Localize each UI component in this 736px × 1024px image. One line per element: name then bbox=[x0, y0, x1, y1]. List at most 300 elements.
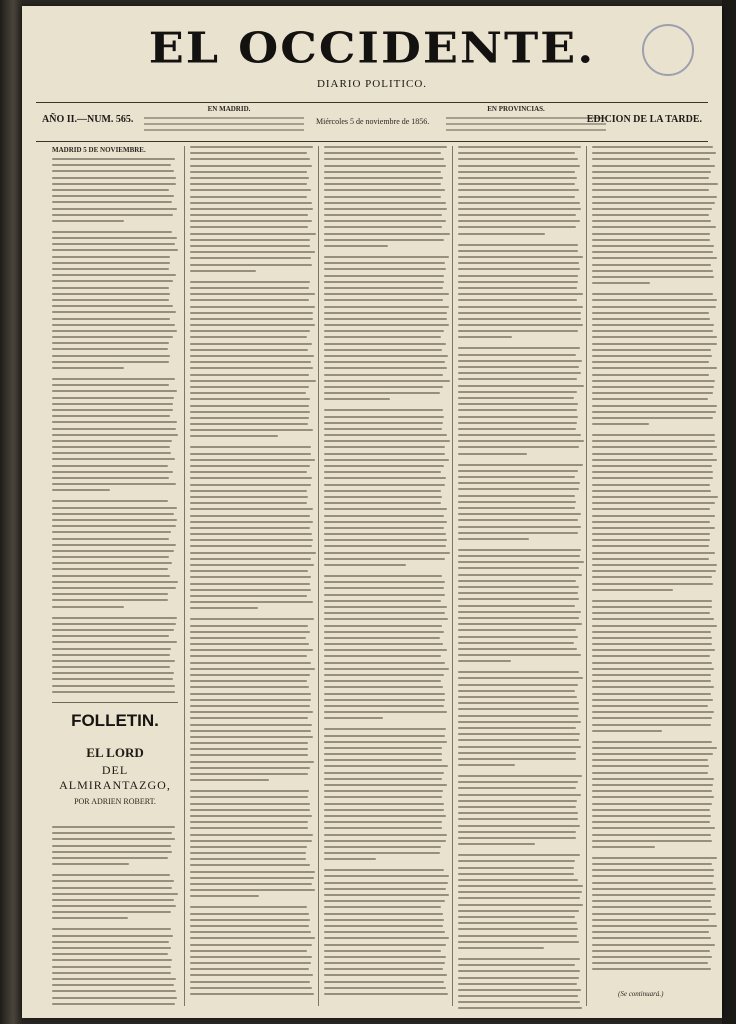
illegible-text-line bbox=[592, 711, 714, 713]
illegible-text-line bbox=[52, 483, 176, 485]
text-column-4 bbox=[458, 146, 584, 1014]
illegible-text-line bbox=[190, 471, 307, 473]
illegible-text-line bbox=[592, 398, 708, 400]
illegible-text-line bbox=[52, 164, 171, 166]
illegible-text-line bbox=[324, 349, 442, 351]
illegible-text-line bbox=[190, 748, 308, 750]
illegible-text-line bbox=[324, 374, 443, 376]
illegible-text-line bbox=[52, 355, 170, 357]
illegible-text-line bbox=[458, 336, 512, 338]
illegible-text-line bbox=[190, 515, 310, 517]
illegible-text-line bbox=[458, 244, 578, 246]
illegible-text-line bbox=[52, 452, 171, 454]
illegible-text-line bbox=[324, 631, 444, 633]
illegible-text-line bbox=[190, 496, 308, 498]
illegible-text-line bbox=[190, 226, 308, 228]
illegible-text-line bbox=[458, 287, 577, 289]
illegible-text-line bbox=[324, 956, 446, 958]
illegible-text-line bbox=[190, 521, 313, 523]
illegible-text-line bbox=[324, 765, 448, 767]
illegible-text-line bbox=[458, 837, 576, 839]
illegible-text-line bbox=[52, 959, 172, 961]
illegible-text-line bbox=[458, 947, 544, 949]
illegible-text-line bbox=[52, 249, 178, 251]
illegible-text-line bbox=[52, 513, 174, 515]
illegible-text-line bbox=[324, 699, 445, 701]
illegible-text-line bbox=[190, 152, 307, 154]
illegible-text-line bbox=[324, 894, 449, 896]
illegible-text-line bbox=[190, 374, 309, 376]
illegible-text-line bbox=[190, 490, 307, 492]
illegible-text-line bbox=[190, 564, 314, 566]
illegible-text-line bbox=[592, 570, 716, 572]
illegible-text-line bbox=[190, 717, 308, 719]
illegible-text-line bbox=[324, 655, 441, 657]
illegible-text-line bbox=[458, 268, 580, 270]
illegible-text-line bbox=[458, 648, 577, 650]
illegible-text-line bbox=[190, 233, 316, 235]
illegible-text-line bbox=[190, 968, 309, 970]
illegible-text-line bbox=[190, 171, 307, 173]
illegible-text-line bbox=[190, 846, 307, 848]
illegible-text-line bbox=[324, 275, 444, 277]
issue-date: Miércoles 5 de noviembre de 1856. bbox=[316, 117, 430, 126]
illegible-text-line bbox=[190, 318, 313, 320]
illegible-text-line bbox=[458, 567, 579, 569]
illegible-text-line bbox=[592, 257, 717, 259]
illegible-text-line bbox=[458, 891, 582, 893]
illegible-text-line bbox=[52, 262, 170, 264]
illegible-text-line bbox=[592, 177, 709, 179]
illegible-text-line bbox=[324, 974, 447, 976]
illegible-text-line bbox=[52, 832, 172, 834]
illegible-text-line bbox=[324, 355, 448, 357]
illegible-text-line bbox=[190, 158, 310, 160]
illegible-text-line bbox=[190, 809, 310, 811]
illegible-text-line bbox=[458, 183, 575, 185]
illegible-text-line bbox=[190, 459, 315, 461]
illegible-text-line bbox=[52, 984, 174, 986]
illegible-text-line bbox=[324, 398, 390, 400]
illegible-text-line bbox=[190, 724, 312, 726]
illegible-text-line bbox=[190, 883, 312, 885]
illegible-text-line bbox=[52, 208, 177, 210]
illegible-text-line bbox=[190, 834, 313, 836]
illegible-text-line bbox=[458, 1007, 582, 1009]
illegible-text-line bbox=[324, 490, 441, 492]
illegible-text-line bbox=[458, 702, 579, 704]
illegible-text-line bbox=[52, 880, 174, 882]
illegible-text-line bbox=[592, 625, 717, 627]
illegible-text-line bbox=[52, 544, 176, 546]
subscription-provinces-text bbox=[446, 117, 606, 119]
illegible-text-line bbox=[190, 367, 313, 369]
illegible-text-line bbox=[52, 617, 177, 619]
illegible-text-line bbox=[190, 189, 311, 191]
illegible-text-line bbox=[190, 607, 258, 609]
illegible-text-line bbox=[52, 336, 173, 338]
illegible-text-line bbox=[458, 995, 578, 997]
illegible-text-line bbox=[190, 871, 315, 873]
illegible-text-line bbox=[324, 686, 443, 688]
illegible-text-line bbox=[324, 416, 444, 418]
illegible-text-line bbox=[324, 484, 445, 486]
newspaper-subtitle: DIARIO POLITICO. bbox=[316, 78, 428, 90]
illegible-text-line bbox=[458, 970, 580, 972]
illegible-text-line bbox=[458, 831, 576, 833]
illegible-text-line bbox=[190, 993, 314, 995]
illegible-text-line bbox=[458, 636, 578, 638]
illegible-text-line bbox=[458, 806, 576, 808]
illegible-text-line bbox=[52, 678, 173, 680]
illegible-text-line bbox=[190, 919, 310, 921]
illegible-text-line bbox=[592, 539, 710, 541]
illegible-text-line bbox=[592, 759, 708, 761]
illegible-text-line bbox=[190, 502, 307, 504]
newspaper-title: EL OCCIDENTE. bbox=[148, 23, 596, 73]
illegible-text-line bbox=[52, 654, 170, 656]
illegible-text-line bbox=[458, 916, 575, 918]
illegible-text-line bbox=[592, 649, 715, 651]
illegible-text-line bbox=[52, 170, 174, 172]
illegible-text-line bbox=[52, 256, 170, 258]
illegible-text-line bbox=[52, 471, 173, 473]
illegible-text-line bbox=[592, 821, 710, 823]
illegible-text-line bbox=[592, 521, 710, 523]
illegible-text-line bbox=[458, 879, 578, 881]
illegible-text-line bbox=[592, 875, 714, 877]
illegible-text-line bbox=[458, 262, 579, 264]
illegible-text-line bbox=[592, 183, 718, 185]
illegible-text-line bbox=[324, 428, 442, 430]
illegible-text-line bbox=[190, 336, 307, 338]
illegible-text-line bbox=[190, 649, 313, 651]
illegible-text-line bbox=[458, 281, 578, 283]
folletin-title-line-2: DEL ALMIRANTAZGO, bbox=[59, 763, 171, 792]
illegible-text-line bbox=[592, 925, 717, 927]
illegible-text-line bbox=[592, 171, 711, 173]
illegible-text-line bbox=[324, 202, 446, 204]
illegible-text-line bbox=[592, 809, 710, 811]
illegible-text-line bbox=[324, 521, 447, 523]
illegible-text-line bbox=[458, 897, 580, 899]
illegible-text-line bbox=[592, 869, 714, 871]
illegible-text-line bbox=[592, 589, 673, 591]
illegible-text-line bbox=[324, 324, 449, 326]
illegible-text-line bbox=[324, 728, 446, 730]
illegible-text-line bbox=[592, 208, 712, 210]
illegible-text-line bbox=[52, 489, 110, 491]
illegible-text-line bbox=[592, 863, 712, 865]
illegible-text-line bbox=[324, 772, 444, 774]
illegible-text-line bbox=[592, 882, 713, 884]
illegible-text-line bbox=[190, 815, 312, 817]
illegible-text-line bbox=[324, 680, 441, 682]
illegible-text-line bbox=[324, 987, 446, 989]
illegible-text-line bbox=[190, 453, 311, 455]
illegible-text-line bbox=[592, 956, 712, 958]
subscription-madrid-text bbox=[144, 129, 304, 131]
illegible-text-line bbox=[324, 900, 445, 902]
illegible-text-line bbox=[190, 895, 259, 897]
illegible-text-line bbox=[52, 887, 172, 889]
illegible-text-line bbox=[458, 592, 578, 594]
illegible-text-line bbox=[52, 189, 169, 191]
illegible-text-line bbox=[458, 360, 582, 362]
illegible-text-line bbox=[592, 336, 717, 338]
illegible-text-line bbox=[592, 165, 715, 167]
illegible-text-line bbox=[458, 721, 581, 723]
illegible-text-line bbox=[458, 378, 577, 380]
illegible-text-line bbox=[52, 953, 168, 955]
illegible-text-line bbox=[324, 937, 449, 939]
illegible-text-line bbox=[52, 978, 176, 980]
illegible-text-line bbox=[324, 281, 444, 283]
illegible-text-line bbox=[190, 398, 310, 400]
illegible-text-line bbox=[458, 464, 583, 466]
illegible-text-line bbox=[190, 595, 307, 597]
illegible-text-line bbox=[324, 784, 447, 786]
illegible-text-line bbox=[592, 699, 713, 701]
illegible-text-line bbox=[592, 583, 713, 585]
illegible-text-line bbox=[458, 580, 576, 582]
illegible-text-line bbox=[190, 330, 310, 332]
illegible-text-line bbox=[190, 693, 311, 695]
illegible-text-line bbox=[190, 405, 309, 407]
illegible-text-line bbox=[592, 202, 715, 204]
illegible-text-line bbox=[324, 471, 441, 473]
column-rule bbox=[586, 146, 587, 1006]
illegible-text-line bbox=[592, 888, 716, 890]
illegible-text-line bbox=[592, 189, 709, 191]
illegible-text-line bbox=[324, 888, 446, 890]
illegible-text-line bbox=[592, 477, 713, 479]
issue-info-row bbox=[36, 102, 708, 142]
illegible-text-line bbox=[190, 435, 278, 437]
folletin-label: FOLLETIN. bbox=[71, 711, 159, 730]
illegible-text-line bbox=[592, 834, 711, 836]
illegible-text-line bbox=[592, 765, 709, 767]
illegible-text-line bbox=[592, 270, 713, 272]
illegible-text-line bbox=[52, 568, 168, 570]
illegible-text-line bbox=[458, 800, 577, 802]
illegible-text-line bbox=[52, 606, 124, 608]
illegible-text-line bbox=[190, 803, 310, 805]
illegible-text-line bbox=[324, 508, 447, 510]
illegible-text-line bbox=[458, 366, 579, 368]
illegible-text-line bbox=[190, 423, 308, 425]
illegible-text-line bbox=[190, 355, 314, 357]
illegible-text-line bbox=[458, 293, 583, 295]
illegible-text-line bbox=[592, 803, 712, 805]
illegible-text-line bbox=[52, 629, 174, 631]
illegible-text-line bbox=[458, 250, 578, 252]
illegible-text-line bbox=[458, 275, 578, 277]
illegible-text-line bbox=[190, 730, 311, 732]
illegible-text-line bbox=[458, 671, 579, 673]
illegible-text-line bbox=[324, 539, 447, 541]
illegible-text-line bbox=[458, 372, 581, 374]
illegible-text-line bbox=[592, 233, 710, 235]
illegible-text-line bbox=[324, 256, 449, 258]
illegible-text-line bbox=[52, 342, 169, 344]
illegible-text-line bbox=[190, 165, 312, 167]
illegible-text-line bbox=[52, 287, 169, 289]
illegible-text-line bbox=[190, 974, 313, 976]
illegible-text-line bbox=[324, 533, 446, 535]
illegible-text-line bbox=[592, 496, 718, 498]
illegible-text-line bbox=[458, 781, 578, 783]
illegible-text-line bbox=[458, 354, 576, 356]
illegible-text-line bbox=[190, 576, 311, 578]
illegible-text-line bbox=[324, 575, 442, 577]
illegible-text-line bbox=[190, 754, 308, 756]
illegible-text-line bbox=[458, 470, 578, 472]
illegible-text-line bbox=[592, 894, 715, 896]
illegible-text-line bbox=[190, 864, 310, 866]
illegible-text-line bbox=[324, 233, 450, 235]
illegible-text-line bbox=[324, 177, 443, 179]
illegible-text-line bbox=[190, 589, 311, 591]
illegible-text-line bbox=[190, 773, 308, 775]
illegible-text-line bbox=[458, 519, 578, 521]
illegible-text-line bbox=[592, 840, 712, 842]
illegible-text-line bbox=[458, 746, 581, 748]
illegible-text-line bbox=[458, 708, 579, 710]
illegible-text-line bbox=[458, 501, 576, 503]
illegible-text-line bbox=[592, 693, 711, 695]
illegible-text-line bbox=[458, 177, 577, 179]
illegible-text-line bbox=[592, 931, 709, 933]
illegible-text-line bbox=[592, 913, 716, 915]
illegible-text-line bbox=[458, 526, 581, 528]
illegible-text-line bbox=[190, 214, 308, 216]
illegible-text-line bbox=[592, 349, 711, 351]
illegible-text-line bbox=[190, 761, 314, 763]
illegible-text-line bbox=[458, 158, 578, 160]
illegible-text-line bbox=[592, 264, 711, 266]
illegible-text-line bbox=[190, 299, 309, 301]
illegible-text-line bbox=[324, 245, 388, 247]
illegible-text-line bbox=[190, 545, 312, 547]
illegible-text-line bbox=[324, 453, 445, 455]
illegible-text-line bbox=[190, 477, 312, 479]
illegible-text-line bbox=[52, 201, 172, 203]
illegible-text-line bbox=[592, 662, 712, 664]
illegible-text-line bbox=[592, 937, 711, 939]
illegible-text-line bbox=[324, 741, 447, 743]
illegible-text-line bbox=[592, 465, 712, 467]
illegible-text-line bbox=[458, 513, 581, 515]
illegible-text-line bbox=[190, 527, 310, 529]
illegible-text-line bbox=[458, 428, 576, 430]
illegible-text-line bbox=[324, 705, 444, 707]
illegible-text-line bbox=[324, 446, 445, 448]
illegible-text-line bbox=[324, 545, 446, 547]
illegible-text-line bbox=[52, 947, 171, 949]
illegible-text-line bbox=[458, 941, 579, 943]
illegible-text-line bbox=[458, 605, 575, 607]
illegible-text-line bbox=[458, 330, 578, 332]
illegible-text-line bbox=[324, 564, 406, 566]
illegible-text-line bbox=[190, 779, 269, 781]
illegible-text-line bbox=[592, 367, 717, 369]
illegible-text-line bbox=[190, 177, 309, 179]
illegible-text-line bbox=[324, 753, 442, 755]
illegible-text-line bbox=[324, 821, 442, 823]
illegible-text-line bbox=[458, 977, 579, 979]
illegible-text-line bbox=[52, 635, 169, 637]
folletin-divider bbox=[52, 702, 178, 703]
illegible-text-line bbox=[190, 944, 312, 946]
illegible-text-line bbox=[190, 533, 312, 535]
illegible-text-line bbox=[190, 220, 312, 222]
illegible-text-line bbox=[52, 446, 170, 448]
illegible-text-line bbox=[458, 611, 581, 613]
illegible-text-line bbox=[592, 686, 714, 688]
illegible-text-line bbox=[458, 696, 577, 698]
illegible-text-line bbox=[592, 293, 713, 295]
illegible-text-line bbox=[458, 727, 576, 729]
illegible-text-line bbox=[458, 214, 576, 216]
illegible-text-line bbox=[52, 587, 176, 589]
illegible-text-line bbox=[190, 245, 310, 247]
illegible-text-line bbox=[458, 202, 580, 204]
illegible-text-line bbox=[324, 625, 442, 627]
illegible-text-line bbox=[324, 919, 444, 921]
illegible-text-line bbox=[52, 268, 169, 270]
illegible-text-line bbox=[458, 623, 582, 625]
illegible-text-line bbox=[324, 171, 441, 173]
library-stamp-icon bbox=[642, 24, 694, 76]
illegible-text-line bbox=[52, 581, 178, 583]
illegible-text-line bbox=[592, 552, 715, 554]
illegible-text-line bbox=[458, 189, 579, 191]
illegible-text-line bbox=[458, 397, 574, 399]
illegible-text-line bbox=[592, 827, 715, 829]
illegible-text-line bbox=[190, 446, 311, 448]
illegible-text-line bbox=[458, 629, 576, 631]
illegible-text-line bbox=[592, 411, 716, 413]
illegible-text-line bbox=[190, 686, 309, 688]
illegible-text-line bbox=[324, 944, 446, 946]
illegible-text-line bbox=[52, 318, 170, 320]
illegible-text-line bbox=[190, 306, 315, 308]
illegible-text-line bbox=[592, 484, 710, 486]
illegible-text-line bbox=[324, 367, 447, 369]
illegible-text-line bbox=[592, 558, 709, 560]
subscription-madrid-text bbox=[144, 117, 304, 119]
illegible-text-line bbox=[324, 196, 441, 198]
illegible-text-line bbox=[190, 705, 310, 707]
illegible-text-line bbox=[52, 434, 178, 436]
illegible-text-line bbox=[458, 482, 580, 484]
illegible-text-line bbox=[592, 815, 711, 817]
illegible-text-line bbox=[592, 220, 711, 222]
illegible-text-line bbox=[52, 905, 176, 907]
illegible-text-line bbox=[592, 490, 711, 492]
illegible-text-line bbox=[324, 459, 449, 461]
illegible-text-line bbox=[52, 397, 174, 399]
illegible-text-line bbox=[324, 931, 445, 933]
folletin-text bbox=[52, 826, 178, 1009]
illegible-text-line bbox=[324, 906, 441, 908]
illegible-text-line bbox=[190, 618, 314, 620]
illegible-text-line bbox=[190, 429, 313, 431]
scan-right-edge bbox=[722, 0, 736, 1024]
illegible-text-line bbox=[458, 586, 579, 588]
illegible-text-line bbox=[592, 146, 713, 148]
